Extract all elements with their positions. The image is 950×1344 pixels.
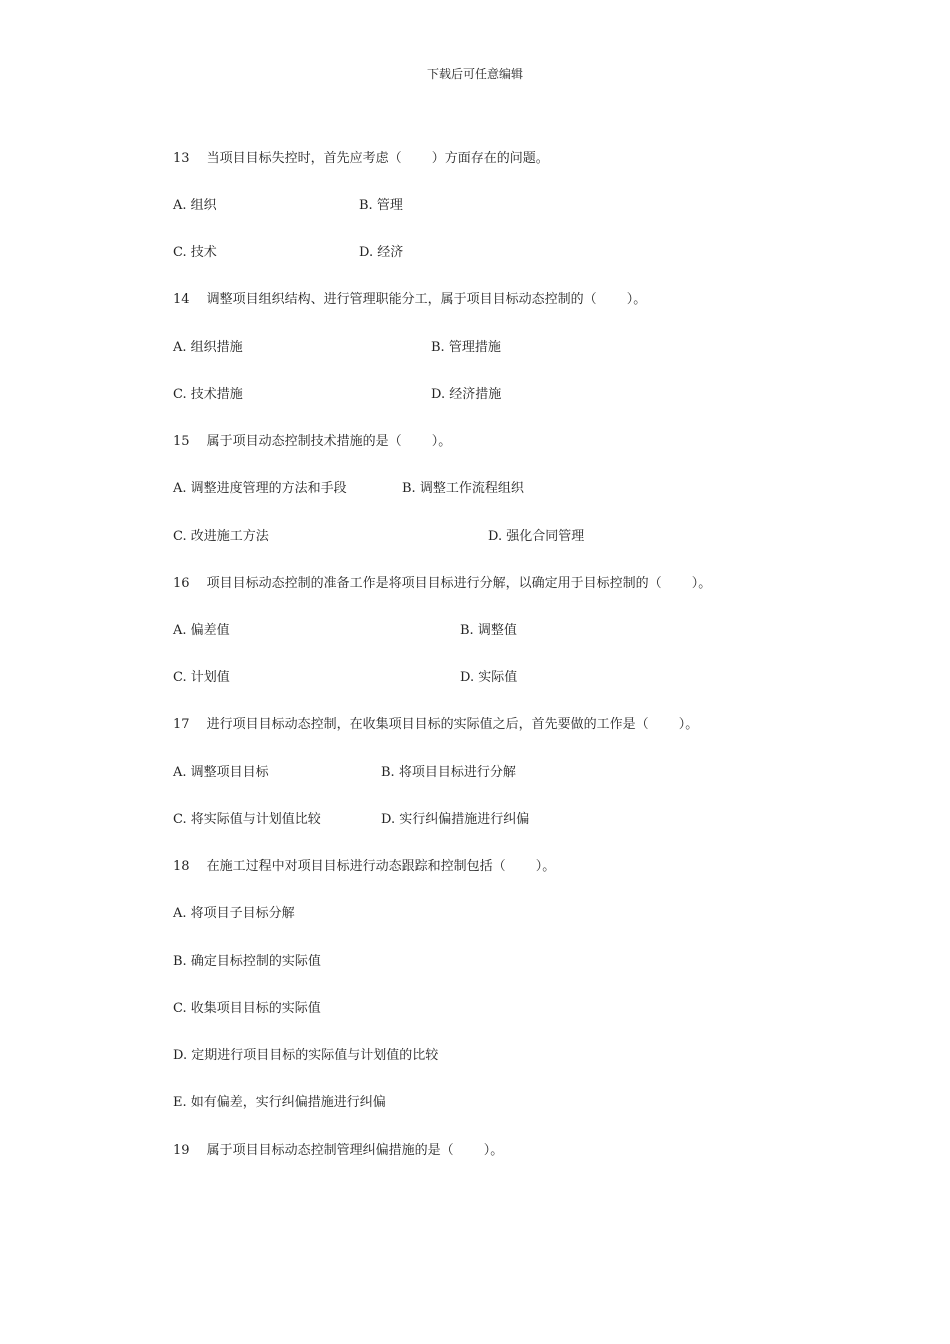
question-17: 17 进行项目目标动态控制，在收集项目目标的实际值之后，首先要做的工作是（ ）。 <box>173 717 699 732</box>
q13-option-a: A. 组织 <box>173 198 217 213</box>
q18-option-b: B. 确定目标控制的实际值 <box>173 954 321 969</box>
question-13: 13 当项目目标失控时，首先应考虑（ ）方面存在的问题。 <box>173 151 549 166</box>
q14-option-b: B. 管理措施 <box>431 340 501 355</box>
q17-option-b: B. 将项目目标进行分解 <box>381 765 516 780</box>
question-18: 18 在施工过程中对项目目标进行动态跟踪和控制包括（ ）。 <box>173 859 556 874</box>
page-header: 下载后可任意编辑 <box>426 67 523 81</box>
question-16: 16 项目目标动态控制的准备工作是将项目目标进行分解，以确定用于目标控制的（ ）。 <box>173 576 712 591</box>
q17-option-d: D. 实行纠偏措施进行纠偏 <box>381 812 530 827</box>
q18-option-a: A. 将项目子目标分解 <box>173 906 295 921</box>
q17-option-a: A. 调整项目目标 <box>173 765 269 780</box>
q16-option-d: D. 实际值 <box>460 670 518 685</box>
question-14: 14 调整项目组织结构、进行管理职能分工，属于项目目标动态控制的（ ）。 <box>173 292 647 307</box>
q14-option-a: A. 组织措施 <box>173 340 243 355</box>
q15-option-d: D. 强化合同管理 <box>488 529 585 544</box>
q18-option-c: C. 收集项目目标的实际值 <box>173 1001 321 1016</box>
q14-option-c: C. 技术措施 <box>173 387 243 402</box>
q13-option-d: D. 经济 <box>359 245 404 260</box>
q16-option-c: C. 计划值 <box>173 670 230 685</box>
q18-option-d: D. 定期进行项目目标的实际值与计划值的比较 <box>173 1048 439 1063</box>
q16-option-b: B. 调整值 <box>460 623 517 638</box>
q13-option-c: C. 技术 <box>173 245 217 260</box>
question-15: 15 属于项目动态控制技术措施的是（ ）。 <box>173 434 452 449</box>
q15-option-c: C. 改进施工方法 <box>173 529 269 544</box>
q15-option-b: B. 调整工作流程组织 <box>402 481 524 496</box>
q18-option-e: E. 如有偏差，实行纠偏措施进行纠偏 <box>173 1095 386 1110</box>
q15-option-a: A. 调整进度管理的方法和手段 <box>173 481 347 496</box>
q13-option-b: B. 管理 <box>359 198 403 213</box>
q14-option-d: D. 经济措施 <box>431 387 502 402</box>
question-19: 19 属于项目目标动态控制管理纠偏措施的是（ ）。 <box>173 1143 504 1158</box>
q17-option-c: C. 将实际值与计划值比较 <box>173 812 321 827</box>
q16-option-a: A. 偏差值 <box>173 623 230 638</box>
